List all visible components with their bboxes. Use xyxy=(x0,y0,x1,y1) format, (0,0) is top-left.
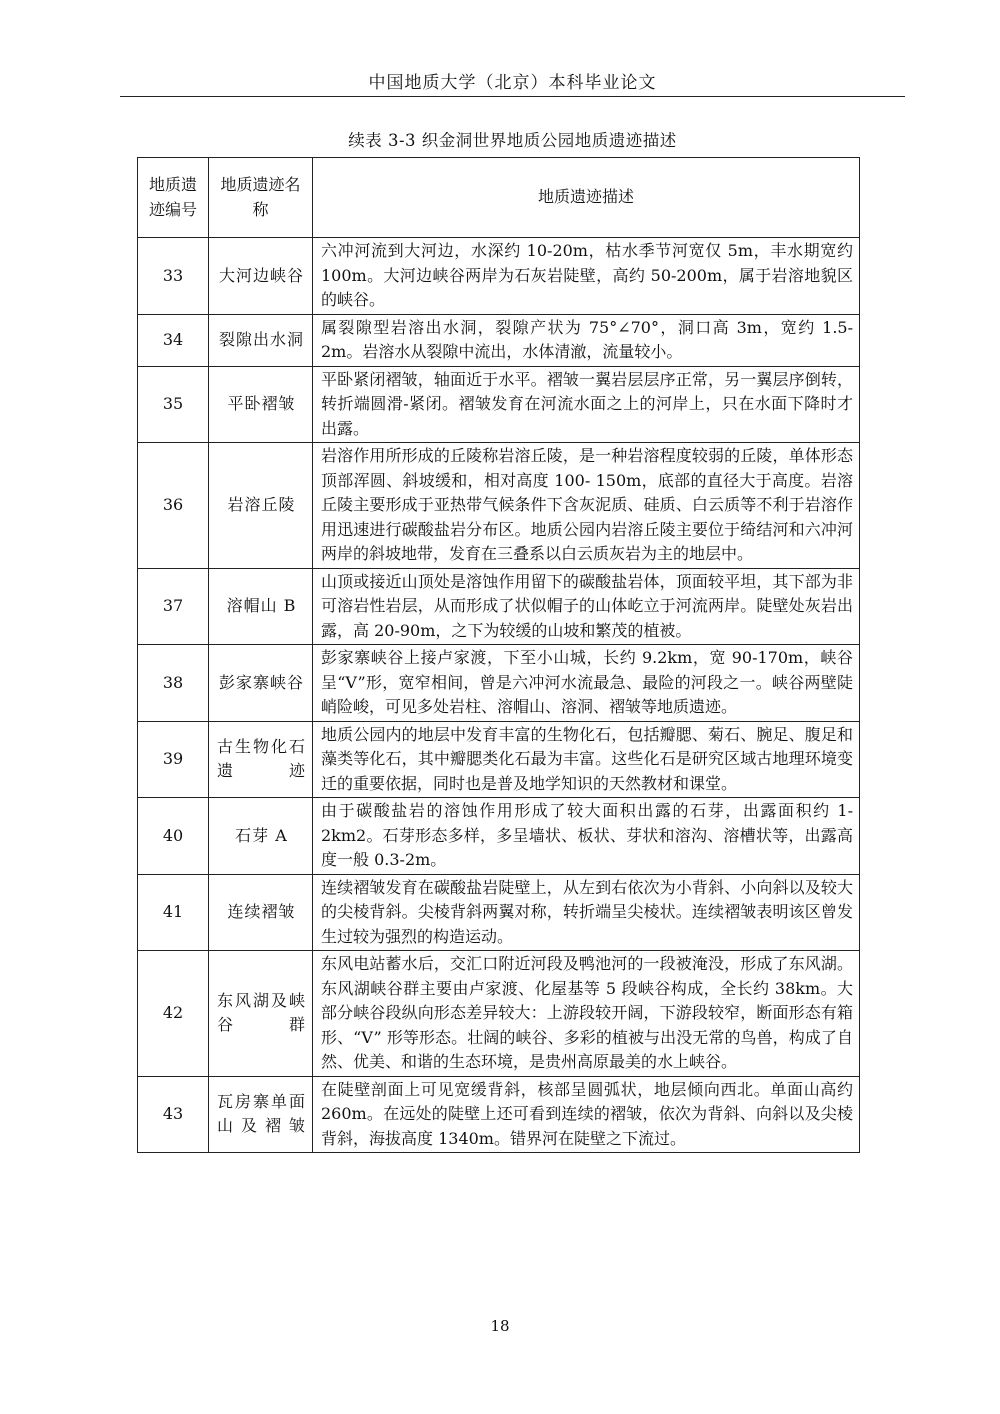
table-row xyxy=(138,568,860,645)
table-header-row xyxy=(138,158,860,238)
heritage-name: 石芽 A xyxy=(209,798,313,875)
heritage-id: 40 xyxy=(138,798,209,875)
heritage-id: 37 xyxy=(138,568,209,645)
heritage-description: 由于碳酸盐岩的溶蚀作用形成了较大面积出露的石芽，出露面积约 1-2km2。石芽形态多样，多呈墙状、板状、芽状和溶沟、溶槽状等，出露高度一般 0.3-2m。 xyxy=(313,798,860,875)
heritage-name: 瓦房寨单面山及褶皱 xyxy=(209,1076,313,1153)
heritage-id: 43 xyxy=(138,1076,209,1153)
header-divider xyxy=(120,96,905,97)
heritage-id: 39 xyxy=(138,721,209,798)
table-row xyxy=(138,1076,860,1153)
heritage-id: 41 xyxy=(138,874,209,951)
table-row xyxy=(138,366,860,443)
heritage-name: 大河边峡谷 xyxy=(209,238,313,315)
heritage-name: 岩溶丘陵 xyxy=(209,443,313,569)
heritage-description: 连续褶皱发育在碳酸盐岩陡壁上，从左到右依次为小背斜、小向斜以及较大的尖棱背斜。尖棱背斜两翼对称，转折端呈尖棱状。连续褶皱表明该区曾发生过较为强烈的构造运动。 xyxy=(313,874,860,951)
heritage-name: 溶帽山 B xyxy=(209,568,313,645)
page-number: 18 xyxy=(490,1317,510,1335)
table-row xyxy=(138,951,860,1077)
heritage-description: 山顶或接近山顶处是溶蚀作用留下的碳酸盐岩体，顶面较平坦，其下部为非可溶岩性岩层，从而形成了状似帽子的山体屹立于河流两岸。陡壁处灰岩出露，高 20-90m，之下为较缓的山坡和繁茂的植被。 xyxy=(313,568,860,645)
heritage-name: 古生物化石遗迹 xyxy=(209,721,313,798)
geo-heritage-table xyxy=(137,157,860,1153)
table-row xyxy=(138,314,860,366)
heritage-description: 东风电站蓄水后，交汇口附近河段及鸭池河的一段被淹没，形成了东风湖。东风湖峡谷群主要由卢家渡、化屋基等 5 段峡谷构成，全长约 38km。大部分峡谷段纵向形态差异较大：上游段较开阔，下游段较窄，断面形态有箱形、“V” 形等形态。壮阔的峡谷、多彩的植被与出没无常的鸟兽，构成了自然、优美、和谐的生态环境，是贵州高原最美的水上峡谷。 xyxy=(313,951,860,1077)
heritage-id: 42 xyxy=(138,951,209,1077)
heritage-name: 彭家寨峡谷 xyxy=(209,645,313,722)
heritage-description: 彭家寨峡谷上接卢家渡，下至小山城，长约 9.2km，宽 90-170m，峡谷呈“V”形，宽窄相间，曾是六冲河水流最急、最险的河段之一。峡谷两壁陡峭险峻，可见多处岩柱、溶帽山、溶洞、褶皱等地质遗迹。 xyxy=(313,645,860,722)
heritage-name: 裂隙出水洞 xyxy=(209,314,313,366)
table-row xyxy=(138,721,860,798)
col-header-name: 地质遗迹名称 xyxy=(209,158,313,238)
heritage-description: 地质公园内的地层中发育丰富的生物化石，包括瓣腮、菊石、腕足、腹足和藻类等化石，其中瓣腮类化石最为丰富。这些化石是研究区域古地理环境变迁的重要依据，同时也是普及地学知识的天然教材和课堂。 xyxy=(313,721,860,798)
table-row xyxy=(138,443,860,569)
heritage-description: 岩溶作用所形成的丘陵称岩溶丘陵，是一种岩溶程度较弱的丘陵，单体形态顶部浑圆、斜坡缓和，相对高度 100- 150m，底部的直径大于高度。岩溶丘陵主要形成于亚热带气候条件下含灰泥质、硅质、白云质等不利于岩溶作用迅速进行碳酸盐岩分布区。地质公园内岩溶丘陵主要位于绮结河和六冲河两岸的斜坡地带，发育在三叠系以白云质灰岩为主的地层中。 xyxy=(313,443,860,569)
heritage-id: 36 xyxy=(138,443,209,569)
heritage-description: 在陡壁剖面上可见宽缓背斜，核部呈圆弧状，地层倾向西北。单面山高约 260m。在远处的陡壁上还可看到连续的褶皱，依次为背斜、向斜以及尖棱背斜，海拔高度 1340m。错界河在陡壁之下流过。 xyxy=(313,1076,860,1153)
heritage-description: 六冲河流到大河边，水深约 10-20m，枯水季节河宽仅 5m，丰水期宽约 100m。大河边峡谷两岸为石灰岩陡壁，高约 50-200m，属于岩溶地貌区的峡谷。 xyxy=(313,238,860,315)
heritage-id: 38 xyxy=(138,645,209,722)
table-row xyxy=(138,798,860,875)
heritage-name: 东风湖及峡谷群 xyxy=(209,951,313,1077)
table-row xyxy=(138,238,860,315)
running-header: 中国地质大学（北京）本科毕业论文 xyxy=(368,73,657,93)
heritage-id: 35 xyxy=(138,366,209,443)
heritage-id: 34 xyxy=(138,314,209,366)
table-caption: 续表 3-3 织金洞世界地质公园地质遗迹描述 xyxy=(348,131,677,150)
heritage-name: 平卧褶皱 xyxy=(209,366,313,443)
heritage-description: 属裂隙型岩溶出水洞，裂隙产状为 75°∠70°，洞口高 3m，宽约 1.5-2m。岩溶水从裂隙中流出，水体清澈，流量较小。 xyxy=(313,314,860,366)
table-body xyxy=(138,238,860,1153)
table-row xyxy=(138,645,860,722)
col-header-id: 地质遗迹编号 xyxy=(138,158,209,238)
table-row xyxy=(138,874,860,951)
heritage-name: 连续褶皱 xyxy=(209,874,313,951)
heritage-description: 平卧紧闭褶皱，轴面近于水平。褶皱一翼岩层层序正常，另一翼层序倒转，转折端圆滑-紧闭。褶皱发育在河流水面之上的河岸上，只在水面下降时才出露。 xyxy=(313,366,860,443)
col-header-desc: 地质遗迹描述 xyxy=(313,158,860,238)
heritage-id: 33 xyxy=(138,238,209,315)
